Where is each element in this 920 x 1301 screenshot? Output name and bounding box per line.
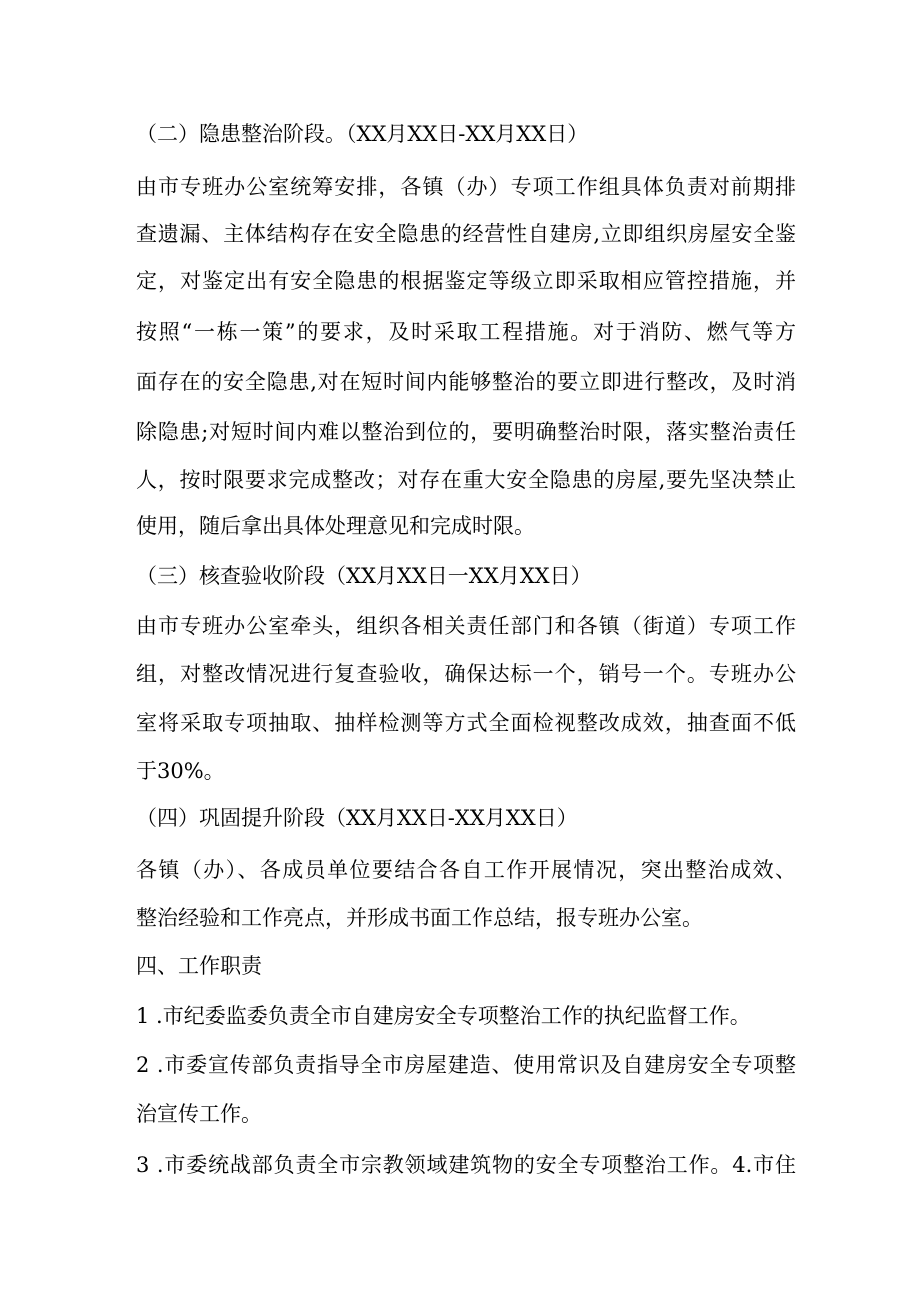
- list-item-continuation: 治宣传工作。: [136, 1102, 262, 1126]
- paragraph-line: 组，对整改情况进行复查验收，确保达标一个，销号一个。专班办公: [136, 662, 796, 686]
- paragraph-line: 查遗漏、主体结构存在安全隐患的经营性自建房,立即组织房屋安全鉴: [136, 222, 796, 246]
- paragraph-line: 定，对鉴定出有安全隐患的根据鉴定等级立即采取相应管控措施，并: [136, 269, 796, 293]
- paragraph-line: 由市专班办公室牵头，组织各相关责任部门和各镇（街道）专项工作: [136, 614, 796, 638]
- list-item: 3 .市委统战部负责全市宗教领域建筑物的安全专项整治工作。4.市住: [136, 1153, 796, 1177]
- heading-stage-2: （二）隐患整治阶段。（XX月XX日-XX月XX日）: [136, 122, 589, 146]
- paragraph-line: 由市专班办公室统筹安排，各镇（办）专项工作组具体负责对前期排: [136, 175, 796, 199]
- list-item: 2 .市委宣传部负责指导全市房屋建造、使用常识及自建房安全专项整: [136, 1053, 796, 1077]
- paragraph-line: 除隐患;对短时间内难以整治到位的，要明确整治时限，落实整治责任: [136, 420, 796, 444]
- paragraph-line: 于30%。: [136, 759, 225, 783]
- paragraph-line: 面存在的安全隐患,对在短时间内能够整治的要立即进行整改，及时消: [136, 370, 796, 394]
- heading-stage-4: （四）巩固提升阶段（XX月XX日-XX月XX日）: [136, 806, 578, 830]
- heading-stage-3: （三）核查验收阶段（XX月XX日一XX月XX日）: [136, 564, 592, 588]
- list-item: 1 .市纪委监委负责全市自建房安全专项整治工作的执纪监督工作。: [136, 1004, 751, 1028]
- paragraph-line: 整治经验和工作亮点，并形成书面工作总结，报专班办公室。: [136, 906, 703, 930]
- paragraph-line: 按照“一栋一策”的要求，及时采取工程措施。对于消防、燃气等方: [136, 320, 796, 344]
- paragraph-line: 使用，随后拿出具体处理意见和完成时限。: [136, 514, 535, 538]
- paragraph-line: 室将采取专项抽取、抽样检测等方式全面检视整改成效，抽查面不低: [136, 711, 796, 735]
- paragraph-line: 各镇（办）、各成员单位要结合各自工作开展情况，突出整治成效、: [136, 858, 796, 882]
- section-heading-duties: 四、工作职责: [136, 954, 262, 978]
- paragraph-line: 人，按时限要求完成整改；对存在重大安全隐患的房屋,要先坚决禁止: [136, 468, 796, 492]
